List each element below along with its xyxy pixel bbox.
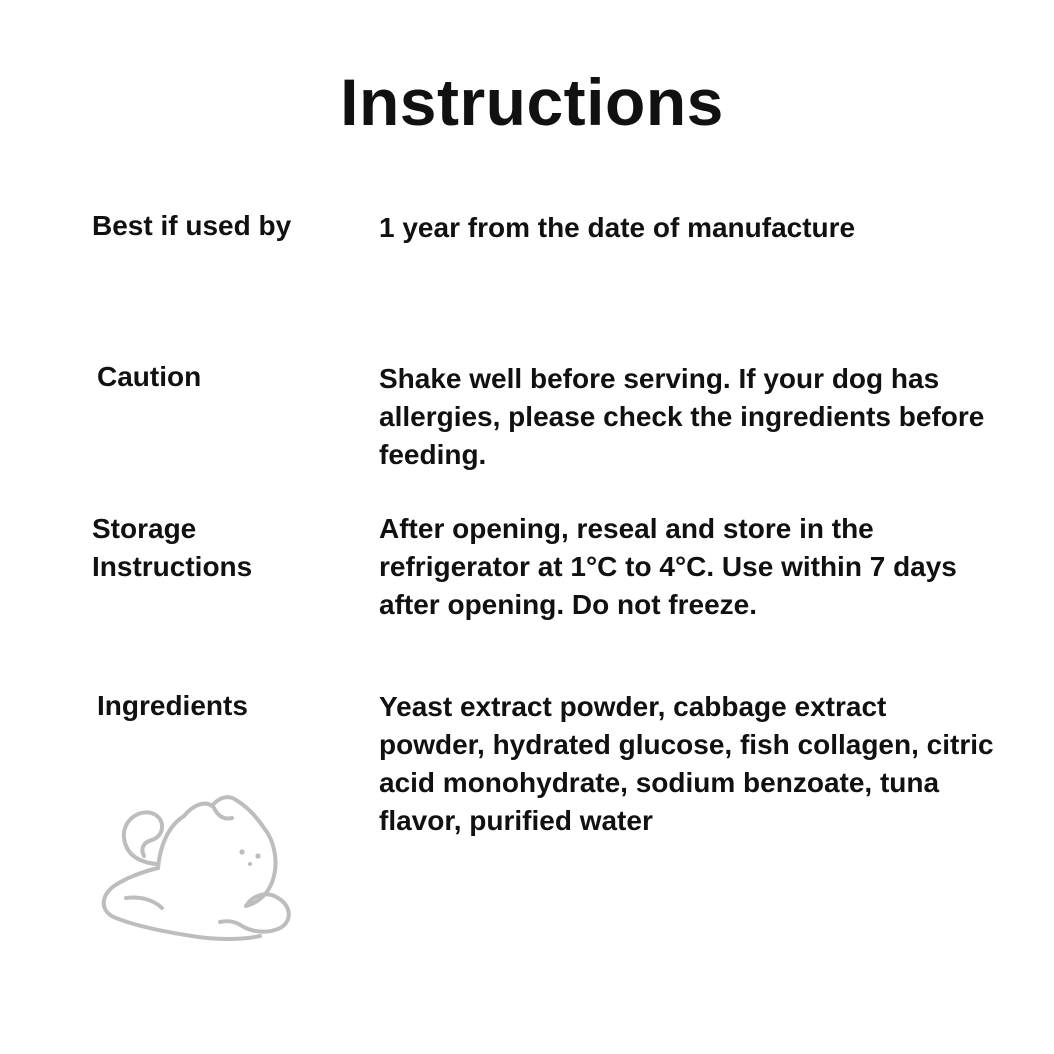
ingredients-value: Yeast extract powder, cabbage extract powder, hydrated glucose, fish collagen, citric acid monohydrate, sodium benzoate, tuna flavor, purified water [379, 691, 994, 836]
best-if-used-by-value: 1 year from the date of manufacture [379, 212, 856, 243]
caution-label: Caution [97, 361, 202, 392]
cat-lying-icon [96, 786, 296, 950]
caution-value: Shake well before serving. If your dog has allergies, please check the ingredients before feeding. [379, 363, 985, 470]
storage-instructions-label: Storage Instructions [92, 513, 253, 582]
storage-instructions-value: After opening, reseal and store in the refrigerator at 1°C to 4°C. Use within 7 days after opening. Do not freeze. [379, 513, 957, 620]
best-if-used-by-label: Best if used by [92, 210, 292, 241]
ingredients-label: Ingredients [97, 690, 248, 721]
page-title: Instructions [340, 65, 724, 139]
